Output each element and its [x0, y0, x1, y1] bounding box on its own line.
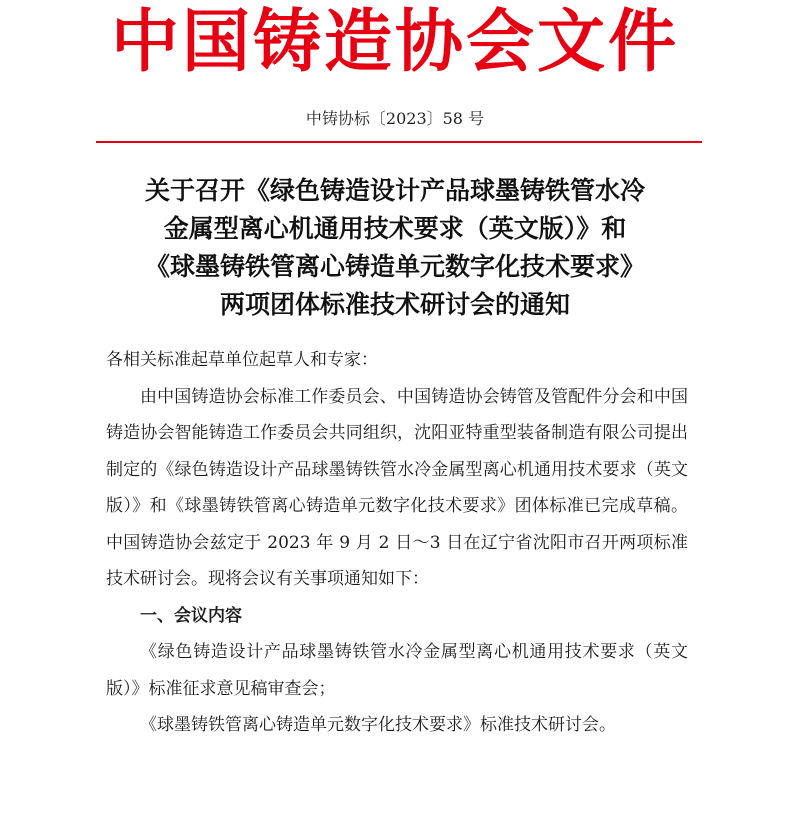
notice-title	[80, 172, 710, 324]
masthead-title: 中国铸造协会文件	[110, 2, 679, 82]
intro-paragraph: 由中国铸造协会标准工作委员会、中国铸造协会铸管及管配件分会和中国铸造协会智能铸造工作委员会共同组织，沈阳亚特重型装备制造有限公司提出制定的《绿色铸造设计产品球墨铸铁管水冷金属型离心机通用技术要求（英文版）》和《球墨铸铁管离心铸造单元数字化技术要求》团体标准已完成草稿。中国铸造协会兹定于 2023 年 9 月 2 日～3 日在辽宁省沈阳市召开两项标准技术研讨会。现将会议有关事项通知如下：	[106, 386, 688, 589]
salutation: 各相关标准起草单位起草人和专家：	[106, 350, 378, 370]
meeting-item-1: 《绿色铸造设计产品球墨铸铁管水冷金属型离心机通用技术要求（英文版）》标准征求意见稿审查会；	[106, 642, 688, 699]
notice-title-line-3: 《球墨铸铁管离心铸造单元数字化技术要求》	[144, 252, 645, 281]
red-divider-rule	[96, 141, 702, 143]
notice-body	[106, 342, 688, 744]
section-heading-meeting-content: 一、会议内容	[140, 605, 242, 626]
notice-title-line-2: 金属型离心机通用技术要求（英文版）》和	[163, 214, 627, 243]
meeting-item-2: 《球墨铸铁管离心铸造单元数字化技术要求》标准技术研讨会。	[140, 715, 616, 735]
notice-title-line-1: 关于召开《绿色铸造设计产品球墨铸铁管水冷	[144, 176, 645, 205]
document-number: 中铸协标〔2023〕58 号	[305, 109, 485, 128]
notice-title-line-4: 两项团体标准技术研讨会的通知	[219, 290, 570, 319]
